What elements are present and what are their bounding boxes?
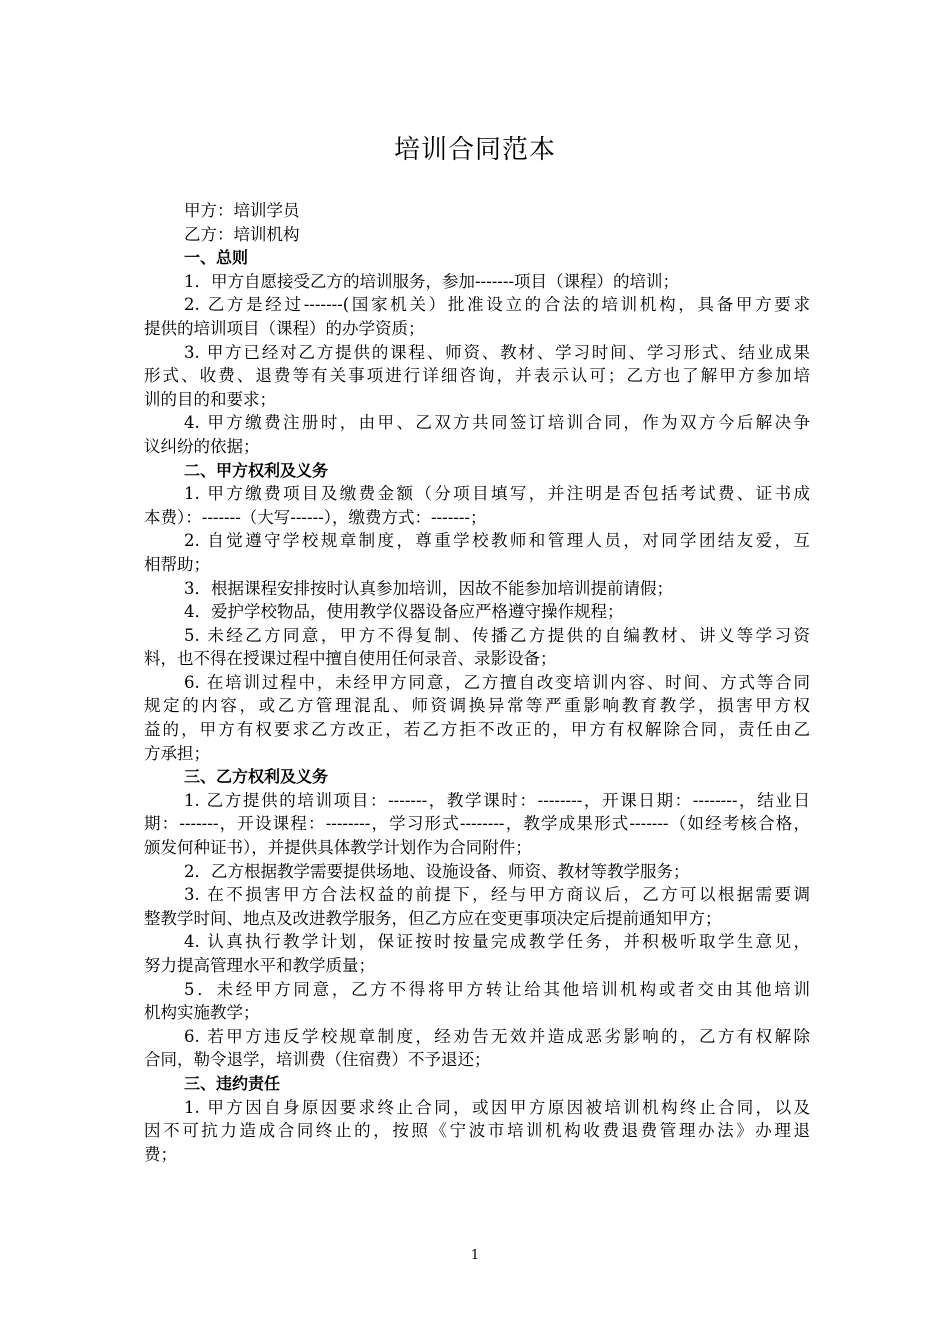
clause-paragraph (144, 883, 810, 930)
clause-line: 颁发何种证书），并提供具体教学计划作为合同附件； (144, 838, 532, 858)
clause-line: 2. 自觉遵守学校规章制度，尊重学校教师和管理人员，对同学团结友爱，互 (184, 531, 810, 551)
clause-paragraph (144, 411, 810, 458)
clause-line: 3. 在不损害甲方合法权益的前提下，经与甲方商议后，乙方可以根据需要调 (184, 885, 810, 905)
clause-line: 训的目的和要求； (144, 389, 276, 409)
clause-paragraph (144, 671, 810, 765)
clause-paragraph (144, 1025, 810, 1072)
document-body (144, 199, 810, 1166)
clause-paragraph (144, 577, 810, 601)
clause-line: 6. 若甲方违反学校规章制度，经劝告无效并造成恶劣影响的，乙方有权解除 (184, 1026, 810, 1046)
contract-section (144, 459, 810, 766)
clause-line: 3. 甲方已经对乙方提供的课程、师资、教材、学习时间、学习形式、结业成果 (184, 342, 810, 362)
clause-line: 4. 甲方缴费注册时，由甲、乙双方共同签订培训合同，作为双方今后解决争 (184, 413, 810, 433)
section-heading: 一、总则 (184, 248, 249, 268)
clause-paragraph (144, 482, 810, 529)
clause-line: 4. 认真执行教学计划，保证按时按量完成教学任务，并积极听取学生意见， (184, 932, 810, 952)
clause-line: 本费）：-------（大写------），缴费方式：-------； (144, 507, 487, 527)
clause-paragraph (144, 270, 810, 294)
section-heading: 三、乙方权利及义务 (184, 767, 329, 787)
clause-line: 提供的培训项目（课程）的办学资质； (144, 318, 425, 338)
clause-paragraph (144, 600, 810, 624)
clause-line: 6. 在培训过程中，未经甲方同意，乙方擅自改变培训内容、时间、方式等合同 (184, 672, 810, 692)
clause-line: 1. 乙方提供的培训项目：-------，教学课时：--------，开课日期：--------，结业日 (184, 790, 810, 810)
clause-paragraph (144, 293, 810, 340)
clause-line: 益的，甲方有权要求乙方改正，若乙方拒不改正的，甲方有权解除合同，责任由乙 (144, 720, 810, 740)
clause-line: 方承担； (144, 743, 210, 763)
clause-line: 4．爱护学校物品，使用教学仪器设备应严格遵守操作规程； (184, 602, 624, 622)
clause-paragraph (144, 860, 810, 884)
clause-line: 1．甲方自愿接受乙方的培训服务，参加-------项目（课程）的培训； (184, 271, 680, 291)
section-heading: 二、甲方权利及义务 (184, 460, 329, 480)
clause-line: 议纠纷的依据； (144, 436, 260, 456)
party-b-line: 乙方：培训机构 (184, 224, 300, 244)
clause-line: 费； (144, 1144, 177, 1164)
clause-line: 因不可抗力造成合同终止的，按照《宁波市培训机构收费退费管理办法》办理退 (144, 1121, 810, 1141)
clause-paragraph (144, 930, 810, 977)
clause-paragraph (144, 978, 810, 1025)
clause-paragraph (144, 789, 810, 860)
section-heading: 三、违约责任 (184, 1073, 281, 1093)
clause-line: 1. 甲方缴费项目及缴费金额（分项目填写，并注明是否包括考试费、证书成 (184, 484, 810, 504)
clause-line: 机构实施教学； (144, 1003, 260, 1023)
clause-line: 期：-------，开设课程：--------，学习形式--------，教学成果形式-------（如经考核合格， (144, 814, 810, 834)
clause-line: 5. 未经乙方同意，甲方不得复制、传播乙方提供的自编教材、讲义等学习资 (184, 625, 810, 645)
clause-paragraph (144, 341, 810, 412)
contract-section (144, 765, 810, 1072)
clause-line: 整教学时间、地点及改进教学服务，但乙方应在变更事项决定后提前通知甲方； (144, 908, 722, 928)
document-title: 培训合同范本 (393, 135, 556, 165)
page-number: 1 (470, 1248, 480, 1263)
clause-line: 5．未经甲方同意，乙方不得将甲方转让给其他培训机构或者交由其他培训 (184, 979, 810, 999)
party-a-line: 甲方：培训学员 (184, 201, 300, 220)
contract-sections (144, 246, 810, 1166)
clause-line: 料，也不得在授课过程中擅自使用任何录音、录影设备； (144, 649, 557, 669)
clause-line: 2．乙方根据教学需要提供场地、设施设备、师资、教材等教学服务； (184, 861, 690, 881)
clause-line: 合同，勒令退学，培训费（住宿费）不予退还； (144, 1050, 491, 1070)
clause-line: 2. 乙方是经过-------(国家机关）批准设立的合法的培训机构，具备甲方要求 (184, 295, 810, 315)
contract-section (144, 246, 810, 458)
clause-paragraph (144, 624, 810, 671)
clause-line: 形式、收费、退费等有关事项进行详细咨询，并表示认可；乙方也了解甲方参加培 (144, 366, 810, 386)
clause-line: 1. 甲方因自身原因要求终止合同，或因甲方原因被培训机构终止合同，以及 (184, 1097, 810, 1117)
clause-paragraph (144, 1096, 810, 1167)
contract-section (144, 1072, 810, 1166)
clause-line: 规定的内容，或乙方管理混乱、师资调换异常等严重影响教育教学，损害甲方权 (144, 696, 810, 716)
clause-line: 努力提高管理水平和教学质量； (144, 956, 375, 975)
clause-line: 相帮助； (144, 554, 210, 574)
clause-line: 3．根据课程安排按时认真参加培训，因故不能参加培训提前请假； (184, 578, 673, 598)
clause-paragraph (144, 529, 810, 576)
